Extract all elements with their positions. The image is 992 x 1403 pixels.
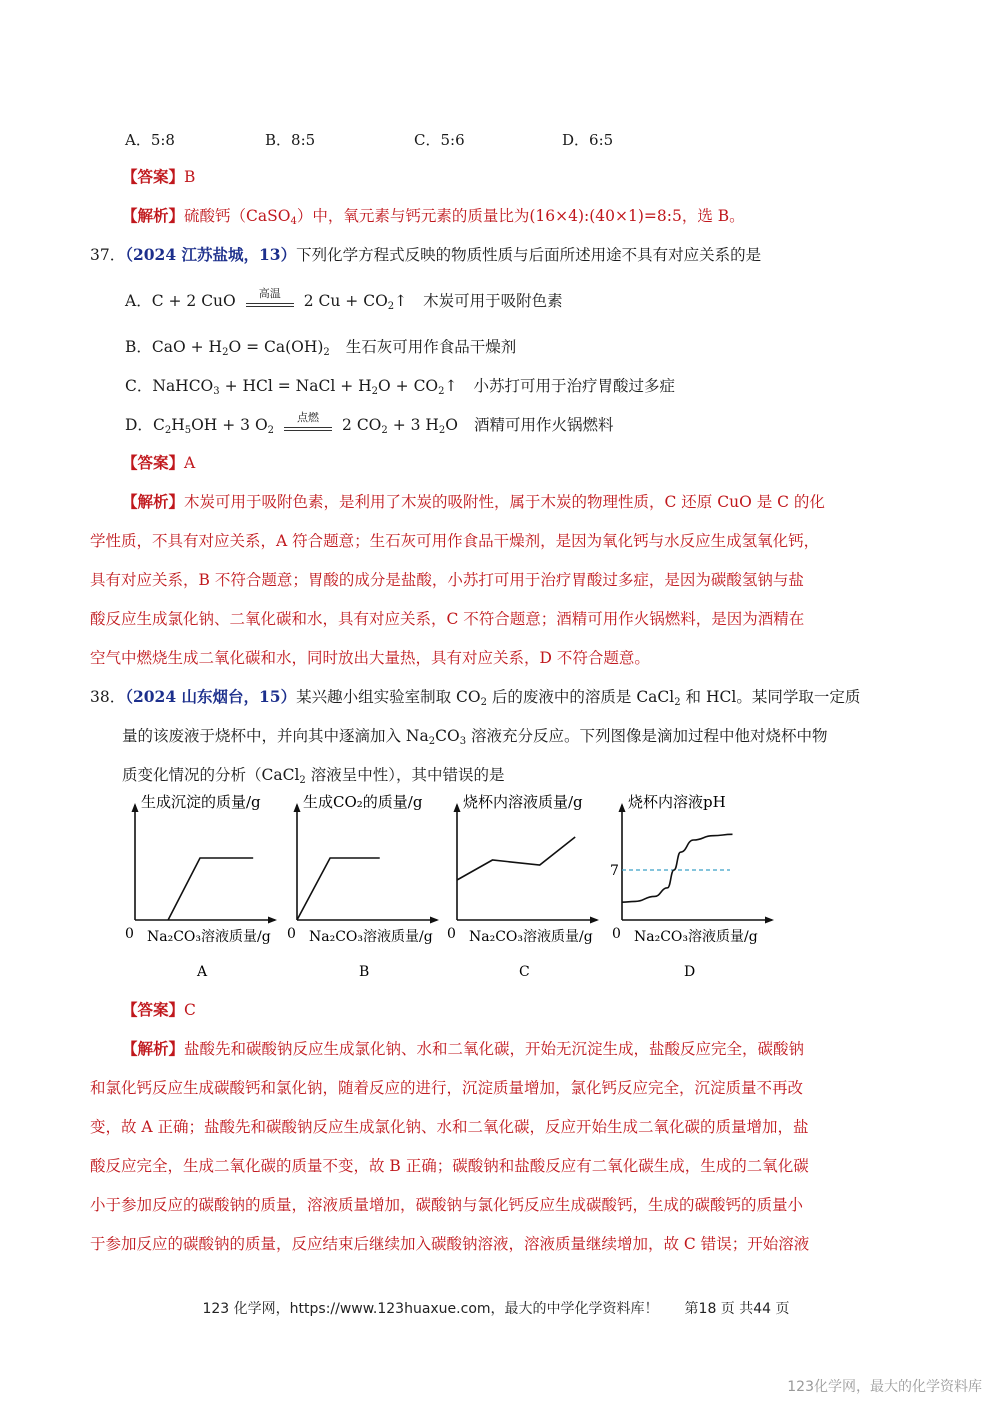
answer-value: B	[184, 168, 196, 186]
equals-bar	[246, 306, 294, 307]
equals-bar	[246, 303, 294, 304]
question-text: 某兴趣小组实验室制取 CO	[296, 688, 481, 706]
y-axis-label: 生成沉淀的质量/g	[141, 793, 261, 811]
subscript: 2	[381, 425, 388, 436]
x-axis-label: Na₂CO₃溶液质量/g	[147, 929, 271, 945]
x-axis-label: Na₂CO₃溶液质量/g	[309, 929, 433, 945]
chart-a	[125, 795, 295, 989]
chart-b	[287, 795, 457, 989]
analysis-line: 变，故 A 正确；盐酸先和碳酸钠反应生成氯化钠、水和二氧化碳，反应开始生成二氧化碳的质量增加，盐	[90, 1118, 809, 1136]
analysis-label: 【解析】	[122, 206, 185, 225]
subscript: 2	[480, 697, 487, 708]
equation-part: + 3 H	[387, 416, 439, 434]
option-b: B．8:5	[265, 131, 316, 149]
answer-label: 【答案】	[122, 1000, 185, 1019]
analysis-text: ）中，氧元素与钙元素的质量比为(16×4):(40×1)=8:5，选 B。	[296, 207, 745, 225]
subscript: 2	[222, 347, 229, 358]
data-curve	[622, 834, 733, 902]
analysis-line	[122, 492, 825, 512]
subscript: 2	[428, 736, 436, 747]
equation-right: 2 Cu + CO	[303, 292, 388, 310]
subscript: 5	[184, 425, 192, 436]
chart-caption: A	[197, 964, 208, 980]
y-axis-label: 烧杯内溶液pH	[628, 793, 726, 811]
equals-bar	[284, 427, 332, 428]
q37-answer	[122, 453, 195, 473]
equation-part: NaHCO	[152, 377, 214, 395]
analysis-line: 空气中燃烧生成二氧化碳和水，同时放出大量热，具有对应关系，D 不符合题意。	[90, 649, 650, 667]
answer-label: 【答案】	[122, 167, 185, 186]
equals-bar	[284, 430, 332, 431]
reference-label: 7	[610, 863, 619, 879]
origin-label: 0	[447, 926, 456, 942]
prev-analysis	[122, 206, 745, 226]
subscript: 2	[299, 775, 306, 786]
subscript: 2	[371, 386, 379, 397]
x-axis-label: Na₂CO₃溶液质量/g	[469, 929, 593, 945]
q37-option-d	[125, 411, 614, 436]
gas-arrow: ↑	[444, 377, 458, 395]
question-number: 38．	[90, 688, 126, 706]
data-line	[168, 858, 253, 920]
y-axis-label: 烧杯内溶液质量/g	[463, 793, 583, 811]
page-number: 第18 页 共44 页	[684, 1301, 790, 1317]
x-axis-arrow-icon	[765, 917, 774, 924]
analysis-label: 【解析】	[122, 492, 185, 511]
equation-left: C + 2 CuO	[151, 292, 236, 310]
prev-answer	[122, 167, 195, 187]
subscript: 2	[267, 425, 275, 436]
analysis-text: 盐酸先和碳酸钠反应生成氯化钠、水和二氧化碳，开始无沉淀生成，盐酸反应完全，碳酸钠	[184, 1040, 805, 1058]
option-a: A．5:8	[125, 131, 175, 149]
q38-stem-line2	[122, 726, 828, 746]
question-source: （2024 山东烟台，15）	[125, 687, 297, 706]
equation-part: O + CO	[378, 377, 439, 395]
x-axis-arrow-icon	[268, 917, 277, 924]
option-c: C．5:6	[414, 131, 465, 149]
equation-part: H	[171, 416, 185, 434]
origin-label: 0	[287, 926, 296, 942]
x-axis-label: Na₂CO₃溶液质量/g	[634, 929, 758, 945]
subscript: 2	[674, 697, 681, 708]
analysis-label: 【解析】	[122, 1039, 185, 1058]
subscript: 2	[387, 301, 395, 312]
y-axis-arrow-icon	[132, 803, 139, 812]
analysis-text: 硫酸钙（CaSO	[184, 207, 291, 225]
q37-option-c	[125, 376, 675, 396]
equation-part: CaO + H	[151, 338, 223, 356]
subscript: 2	[323, 347, 330, 358]
analysis-line: 具有对应关系，B 不符合题意；胃酸的成分是盐酸，小苏打可用于治疗胃酸过多症，是因为碳酸氢钠与盐	[90, 571, 804, 589]
question-text: CO	[435, 727, 460, 745]
condition-label: 高温	[258, 287, 281, 300]
subscript: 2	[438, 386, 445, 397]
watermark: 123化学网，最大的化学资料库	[787, 1379, 982, 1395]
chart-caption: D	[684, 964, 696, 980]
equation-part: O	[445, 416, 459, 434]
analysis-line	[122, 1039, 804, 1059]
option-use: 小苏打可用于治疗胃酸过多症	[473, 377, 676, 395]
equation-part: 2 CO	[342, 416, 382, 434]
q37-stem	[90, 245, 761, 265]
page-footer	[0, 1298, 992, 1318]
y-axis-arrow-icon	[294, 803, 301, 812]
option-letter: C．	[125, 377, 153, 395]
x-axis-arrow-icon	[430, 917, 439, 924]
q38-stem-line1	[90, 687, 860, 707]
subscript: 4	[290, 216, 297, 227]
y-axis-arrow-icon	[619, 803, 626, 812]
chart-c	[447, 795, 617, 989]
analysis-line: 和氯化钙反应生成碳酸钙和氯化钠，随着反应的进行，沉淀质量增加，氯化钙反应完全，沉淀质量不再改	[90, 1079, 804, 1097]
equation-part: + HCl = NaCl + H	[219, 377, 372, 395]
reaction-condition	[282, 411, 334, 433]
option-use: 酒精可用作火锅燃料	[474, 416, 614, 434]
option-use: 木炭可用于吸附色素	[423, 292, 563, 310]
origin-label: 0	[125, 926, 134, 942]
chart-b-svg	[287, 795, 457, 985]
reaction-condition	[244, 287, 296, 309]
chart-d-svg	[612, 795, 787, 985]
answer-value: C	[184, 1001, 196, 1019]
q38-stem-line3	[122, 765, 504, 785]
option-letter: A．	[125, 292, 152, 310]
option-letter: D．	[125, 416, 153, 434]
subscript: 3	[459, 736, 467, 747]
option-use: 生石灰可用作食品干燥剂	[345, 338, 517, 356]
question-text: 质变化情况的分析（CaCl	[122, 766, 300, 784]
chart-a-svg	[125, 795, 295, 985]
chart-caption: C	[519, 964, 530, 980]
gas-arrow: ↑	[394, 292, 408, 310]
subscript: 2	[438, 425, 446, 436]
x-axis-arrow-icon	[590, 917, 599, 924]
data-line	[297, 858, 380, 920]
analysis-line: 酸反应完全，生成二氧化碳的质量不变，故 B 正确；碳酸钠和盐酸反应有二氧化碳生成，生成的二氧化碳	[90, 1157, 809, 1175]
analysis-line: 学性质，不具有对应关系，A 符合题意；生石灰可用作食品干燥剂，是因为氧化钙与水反应生成氢氧化钙，	[90, 532, 820, 550]
analysis-line: 小于参加反应的碳酸钠的质量，溶液质量增加，碳酸钠与氯化钙反应生成碳酸钙，生成的碳酸钙的质量小	[90, 1196, 804, 1214]
condition-label: 点燃	[297, 411, 320, 424]
question-text: 溶液呈中性），其中错误的是	[305, 766, 505, 784]
subscript: 2	[164, 425, 172, 436]
question-text: 下列化学方程式反映的物质性质与后面所述用途不具有对应关系的是	[296, 246, 762, 264]
data-line	[457, 837, 575, 880]
question-text: 后的废液中的溶质是 CaCl	[486, 688, 675, 706]
footer-text: 123 化学网，https://www.123huaxue.com，最大的中学化学资料库！	[202, 1301, 659, 1317]
chart-caption: B	[359, 964, 370, 980]
equation-part: O = Ca(OH)	[228, 338, 324, 356]
question-source: （2024 江苏盐城，13）	[125, 245, 297, 264]
question-text: 和 HCl。某同学取一定质	[680, 688, 861, 706]
analysis-line: 酸反应生成氯化钠、二氧化碳和水，具有对应关系，C 不符合题意；酒精可用作火锅燃料，是因为酒精在	[90, 610, 805, 628]
answer-value: A	[184, 454, 196, 472]
q37-option-a	[125, 287, 563, 312]
y-axis-arrow-icon	[454, 803, 461, 812]
chart-c-svg	[447, 795, 617, 985]
equation-part: OH + 3 O	[191, 416, 268, 434]
equation-part: C	[152, 416, 165, 434]
answer-label: 【答案】	[122, 453, 185, 472]
analysis-line: 于参加反应的碳酸钠的质量，反应结束后继续加入碳酸钠溶液，溶液质量继续增加，故 C 错误；开始溶液	[90, 1235, 810, 1253]
origin-label: 0	[612, 926, 621, 942]
subscript: 3	[213, 386, 220, 397]
question-text: 溶液充分反应。下列图像是滴加过程中他对烧杯中物	[466, 727, 828, 745]
analysis-text: 木炭可用于吸附色素，是利用了木炭的吸附性，属于木炭的物理性质，C 还原 CuO 是 C 的化	[184, 493, 825, 511]
y-axis-label: 生成CO₂的质量/g	[303, 793, 423, 811]
question-number: 37．	[90, 246, 126, 264]
q38-answer	[122, 1000, 196, 1020]
option-d: D．6:5	[562, 131, 614, 149]
question-text: 量的该废液于烧杯中，并向其中逐滴加入 Na	[122, 727, 429, 745]
option-letter: B．	[125, 338, 152, 356]
q37-option-b	[125, 337, 516, 357]
chart-d	[612, 795, 787, 989]
